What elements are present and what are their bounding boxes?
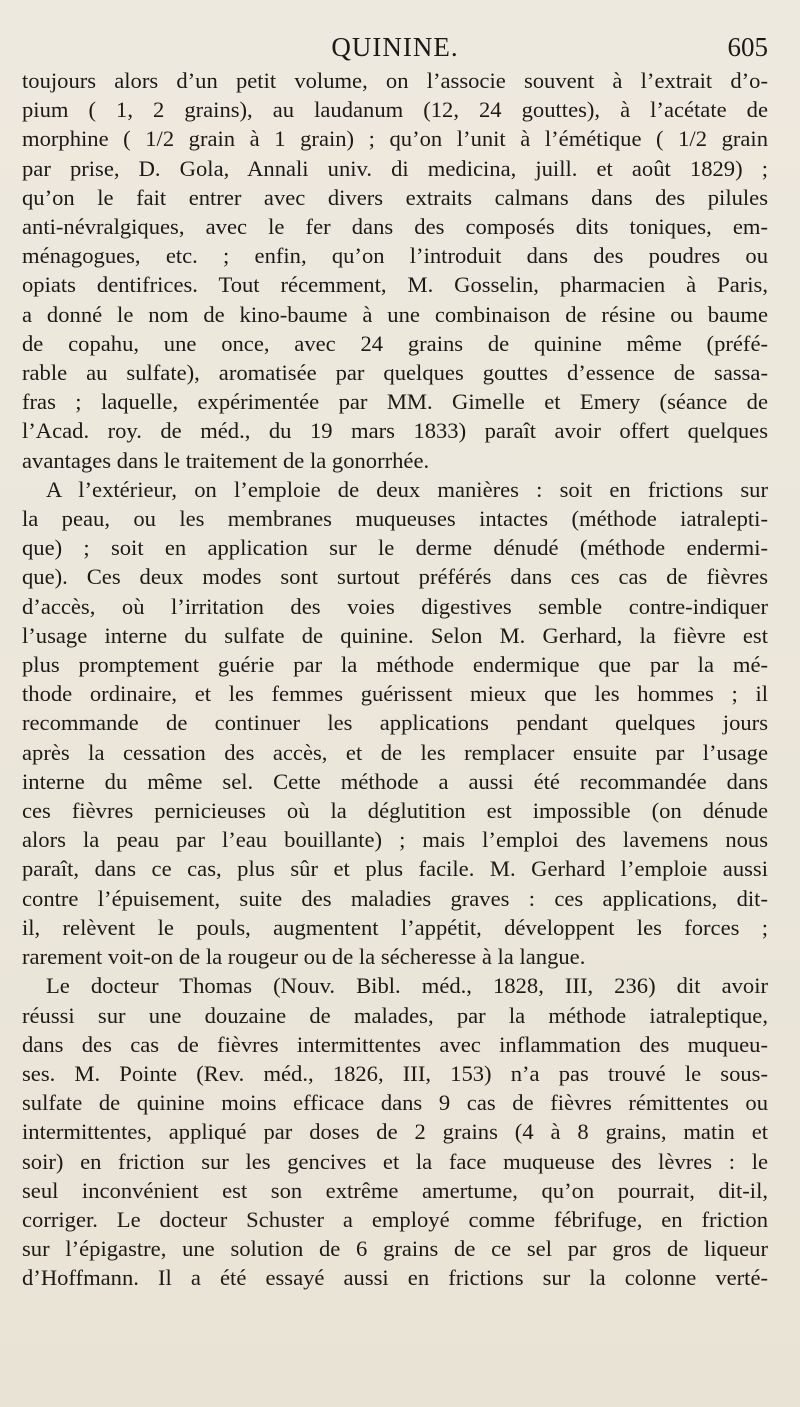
paragraph — [22, 66, 768, 475]
text-line: rarement voit-on de la rougeur ou de la sécheresse à la langue. — [22, 944, 586, 970]
text-line: intermittentes, appliqué par doses de 2 grains (4 à 8 grains, matin et — [22, 1119, 768, 1145]
text-line: corriger. Le docteur Schuster a employé comme fébrifuge, en friction — [22, 1206, 768, 1232]
text-line: l’usage interne du sulfate de quinine. Selon M. Gerhard, la fièvre est — [22, 622, 768, 648]
text-line: paraît, dans ce cas, plus sûr et plus facile. M. Gerhard l’emploie aussi — [22, 856, 768, 882]
text-line: il, relèvent le pouls, augmentent l’appétit, développent les forces ; — [22, 914, 768, 940]
text-line: avantages dans le traitement de la gonorrhée. — [22, 447, 430, 473]
text-line: qu’on le fait entrer avec divers extraits calmans dans des pilules — [22, 184, 768, 210]
text-line: ces fièvres pernicieuses où la déglutition est impossible (on dénude — [22, 798, 768, 824]
text-line: l’Acad. roy. de méd., du 19 mars 1833) paraît avoir offert quelques — [22, 418, 768, 444]
paragraph — [22, 971, 768, 1292]
text-line: opiats dentifrices. Tout récemment, M. Gosselin, pharmacien à Paris, — [22, 272, 768, 298]
text-line: ménagogues, etc. ; enfin, qu’on l’introduit dans des poudres ou — [22, 243, 768, 269]
text-line: la peau, ou les membranes muqueuses intactes (méthode iatralepti- — [22, 506, 768, 532]
text-line: dans des cas de fièvres intermittentes avec inflammation des muqueu- — [22, 1031, 768, 1057]
text-line: seul inconvénient est son extrême amertume, qu’on pourrait, dit-il, — [22, 1177, 768, 1203]
text-line: d’accès, où l’irritation des voies digestives semble contre-indiquer — [22, 593, 768, 619]
text-line: interne du même sel. Cette méthode a aussi été recommandée dans — [22, 768, 768, 794]
text-line: a donné le nom de kino-baume à une combinaison de résine ou baume — [22, 301, 768, 327]
page-header — [22, 30, 768, 66]
text-line: sulfate de quinine moins efficace dans 9 cas de fièvres rémittentes ou — [22, 1090, 768, 1116]
text-line: après la cessation des accès, et de les remplacer ensuite par l’usage — [22, 739, 768, 765]
text-line: par prise, D. Gola, Annali univ. di medicina, juill. et août 1829) ; — [22, 155, 768, 181]
text-line: ses. M. Pointe (Rev. méd., 1826, III, 153) n’a pas trouvé le sous- — [22, 1060, 768, 1086]
text-line: pium ( 1, 2 grains), au laudanum (12, 24 gouttes), à l’acétate de — [22, 97, 768, 123]
text-line: Le docteur Thomas (Nouv. Bibl. méd., 1828, III, 236) dit avoir — [46, 973, 768, 999]
text-line: thode ordinaire, et les femmes guérissent mieux que les hommes ; il — [22, 681, 768, 707]
text-line: d’Hoffmann. Il a été essayé aussi en frictions sur la colonne verté- — [22, 1265, 768, 1291]
text-line: rable au sulfate), aromatisée par quelques gouttes d’essence de sassa- — [22, 360, 768, 386]
text-line: sur l’épigastre, une solution de 6 grains de ce sel par gros de liqueur — [22, 1236, 768, 1262]
text-line: que). Ces deux modes sont surtout préférés dans ces cas de fièvres — [22, 564, 768, 590]
text-line: fras ; laquelle, expérimentée par MM. Gimelle et Emery (séance de — [22, 389, 768, 415]
text-line: A l’extérieur, on l’emploie de deux manières : soit en frictions sur — [46, 476, 768, 502]
body-text — [22, 66, 768, 1293]
text-line: soir) en friction sur les gencives et la face muqueuse des lèvres : le — [22, 1148, 768, 1174]
text-line: de copahu, une once, avec 24 grains de quinine même (préfé- — [22, 330, 768, 356]
text-line: réussi sur une douzaine de malades, par la méthode iatraleptique, — [22, 1002, 768, 1028]
running-head: QUININE. — [331, 32, 459, 62]
text-line: alors la peau par l’eau bouillante) ; mais l’emploi des lavemens nous — [22, 827, 768, 853]
text-line: morphine ( 1/2 grain à 1 grain) ; qu’on l’unit à l’émétique ( 1/2 grain — [22, 126, 768, 152]
text-line: recommande de continuer les applications pendant quelques jours — [22, 710, 768, 736]
text-line: toujours alors d’un petit volume, on l’associe souvent à l’extrait d’o- — [22, 68, 768, 93]
text-line: plus promptement guérie par la méthode endermique que par la mé- — [22, 652, 768, 678]
text-line: anti-névralgiques, avec le fer dans des composés dits toniques, em- — [22, 214, 768, 240]
page-number: 605 — [727, 32, 768, 62]
paragraph — [22, 475, 768, 971]
text-line: que) ; soit en application sur le derme dénudé (méthode endermi- — [22, 535, 768, 561]
text-line: contre l’épuisement, suite des maladies graves : ces applications, dit- — [22, 885, 768, 911]
